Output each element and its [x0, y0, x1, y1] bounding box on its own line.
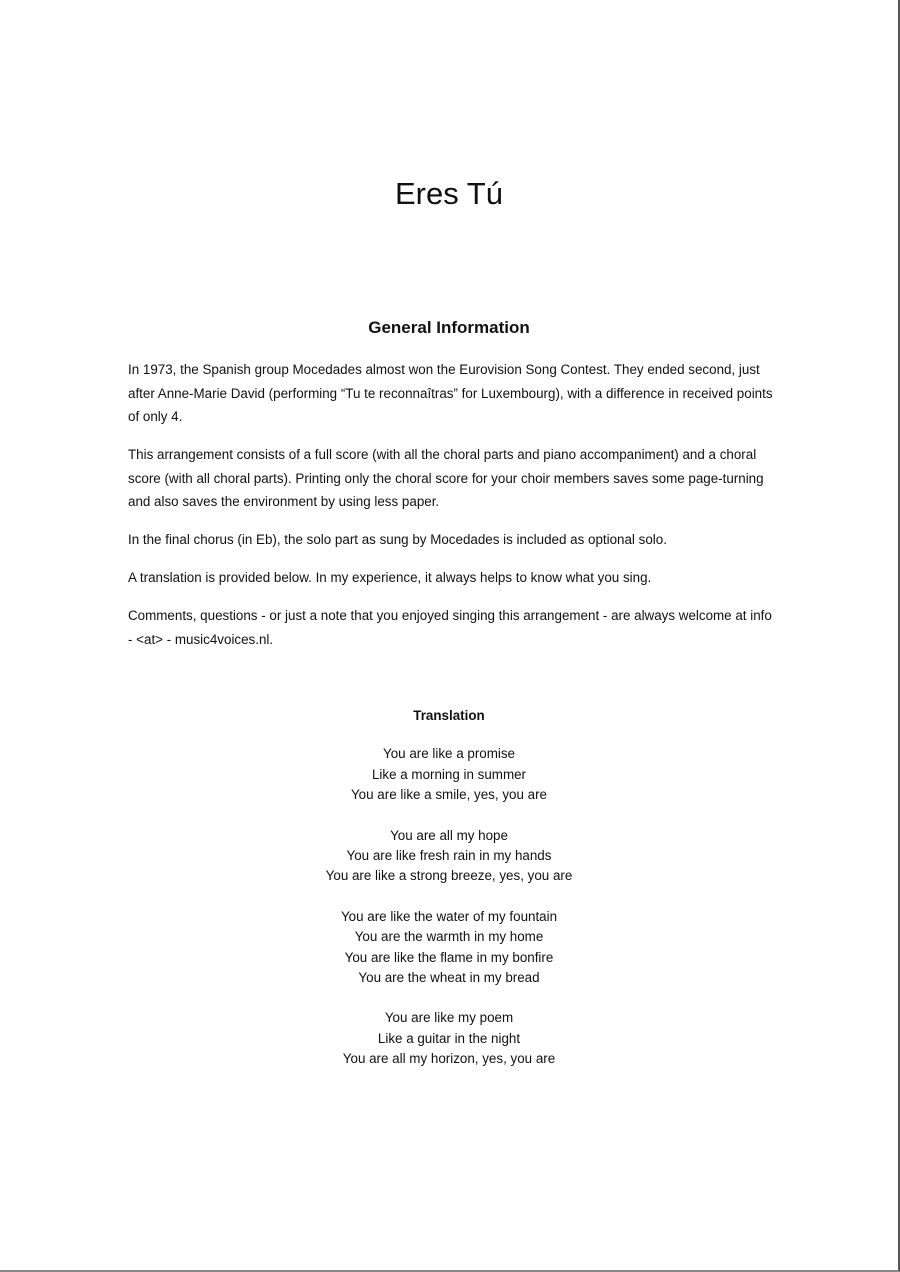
lyric-line: You are like a smile, yes, you are — [350, 787, 547, 803]
paragraph: This arrangement consists of a full score (with all the choral parts and piano accompaniment) and a choral score (with all choral parts). Printing only the choral score for your choir members saves some page-turning and also saves the environment by using less paper. — [128, 447, 764, 509]
lyric-stanza — [0, 907, 898, 989]
lyric-line: You are the wheat in my bread — [358, 970, 540, 986]
lyric-line: You are the warmth in my home — [354, 929, 544, 945]
translation-heading: Translation — [413, 708, 485, 723]
lyric-stanza — [0, 826, 898, 887]
translation-section — [0, 706, 898, 1090]
lyric-line: You are like the water of my fountain — [340, 908, 558, 924]
lyric-stanza — [0, 744, 898, 805]
lyric-line: You are like the flame in my bonfire — [344, 949, 554, 965]
lyric-line: You are all my hope — [390, 827, 508, 843]
section-heading-general-information: General Information — [368, 318, 530, 337]
page-title: Eres Tú — [395, 176, 503, 211]
paragraph: In the final chorus (in Eb), the solo part as sung by Mocedades is included as optional solo. — [128, 532, 667, 547]
lyric-line: You are like a promise — [383, 746, 515, 762]
lyric-line: You are like fresh rain in my hands — [346, 848, 552, 864]
lyric-line: Like a guitar in the night — [377, 1030, 521, 1046]
paragraph: A translation is provided below. In my experience, it always helps to know what you sing. — [128, 570, 652, 585]
paragraph: Comments, questions - or just a note that you enjoyed singing this arrangement - are always welcome at info - <at> - music4voices.nl. — [128, 608, 772, 647]
lyric-stanza — [0, 1008, 898, 1069]
lyric-line: Like a morning in summer — [371, 766, 527, 782]
lyric-line: You are like a strong breeze, yes, you are — [325, 868, 573, 884]
lyric-line: You are all my horizon, yes, you are — [342, 1051, 556, 1067]
lyric-line: You are like my poem — [384, 1010, 514, 1026]
general-information-body — [128, 358, 778, 666]
paragraph: In 1973, the Spanish group Mocedades almost won the Eurovision Song Contest. They ended second, just after Anne-Marie David (performing “Tu te reconnaîtras” for Luxembourg), with a difference in received points of only 4. — [128, 362, 773, 424]
